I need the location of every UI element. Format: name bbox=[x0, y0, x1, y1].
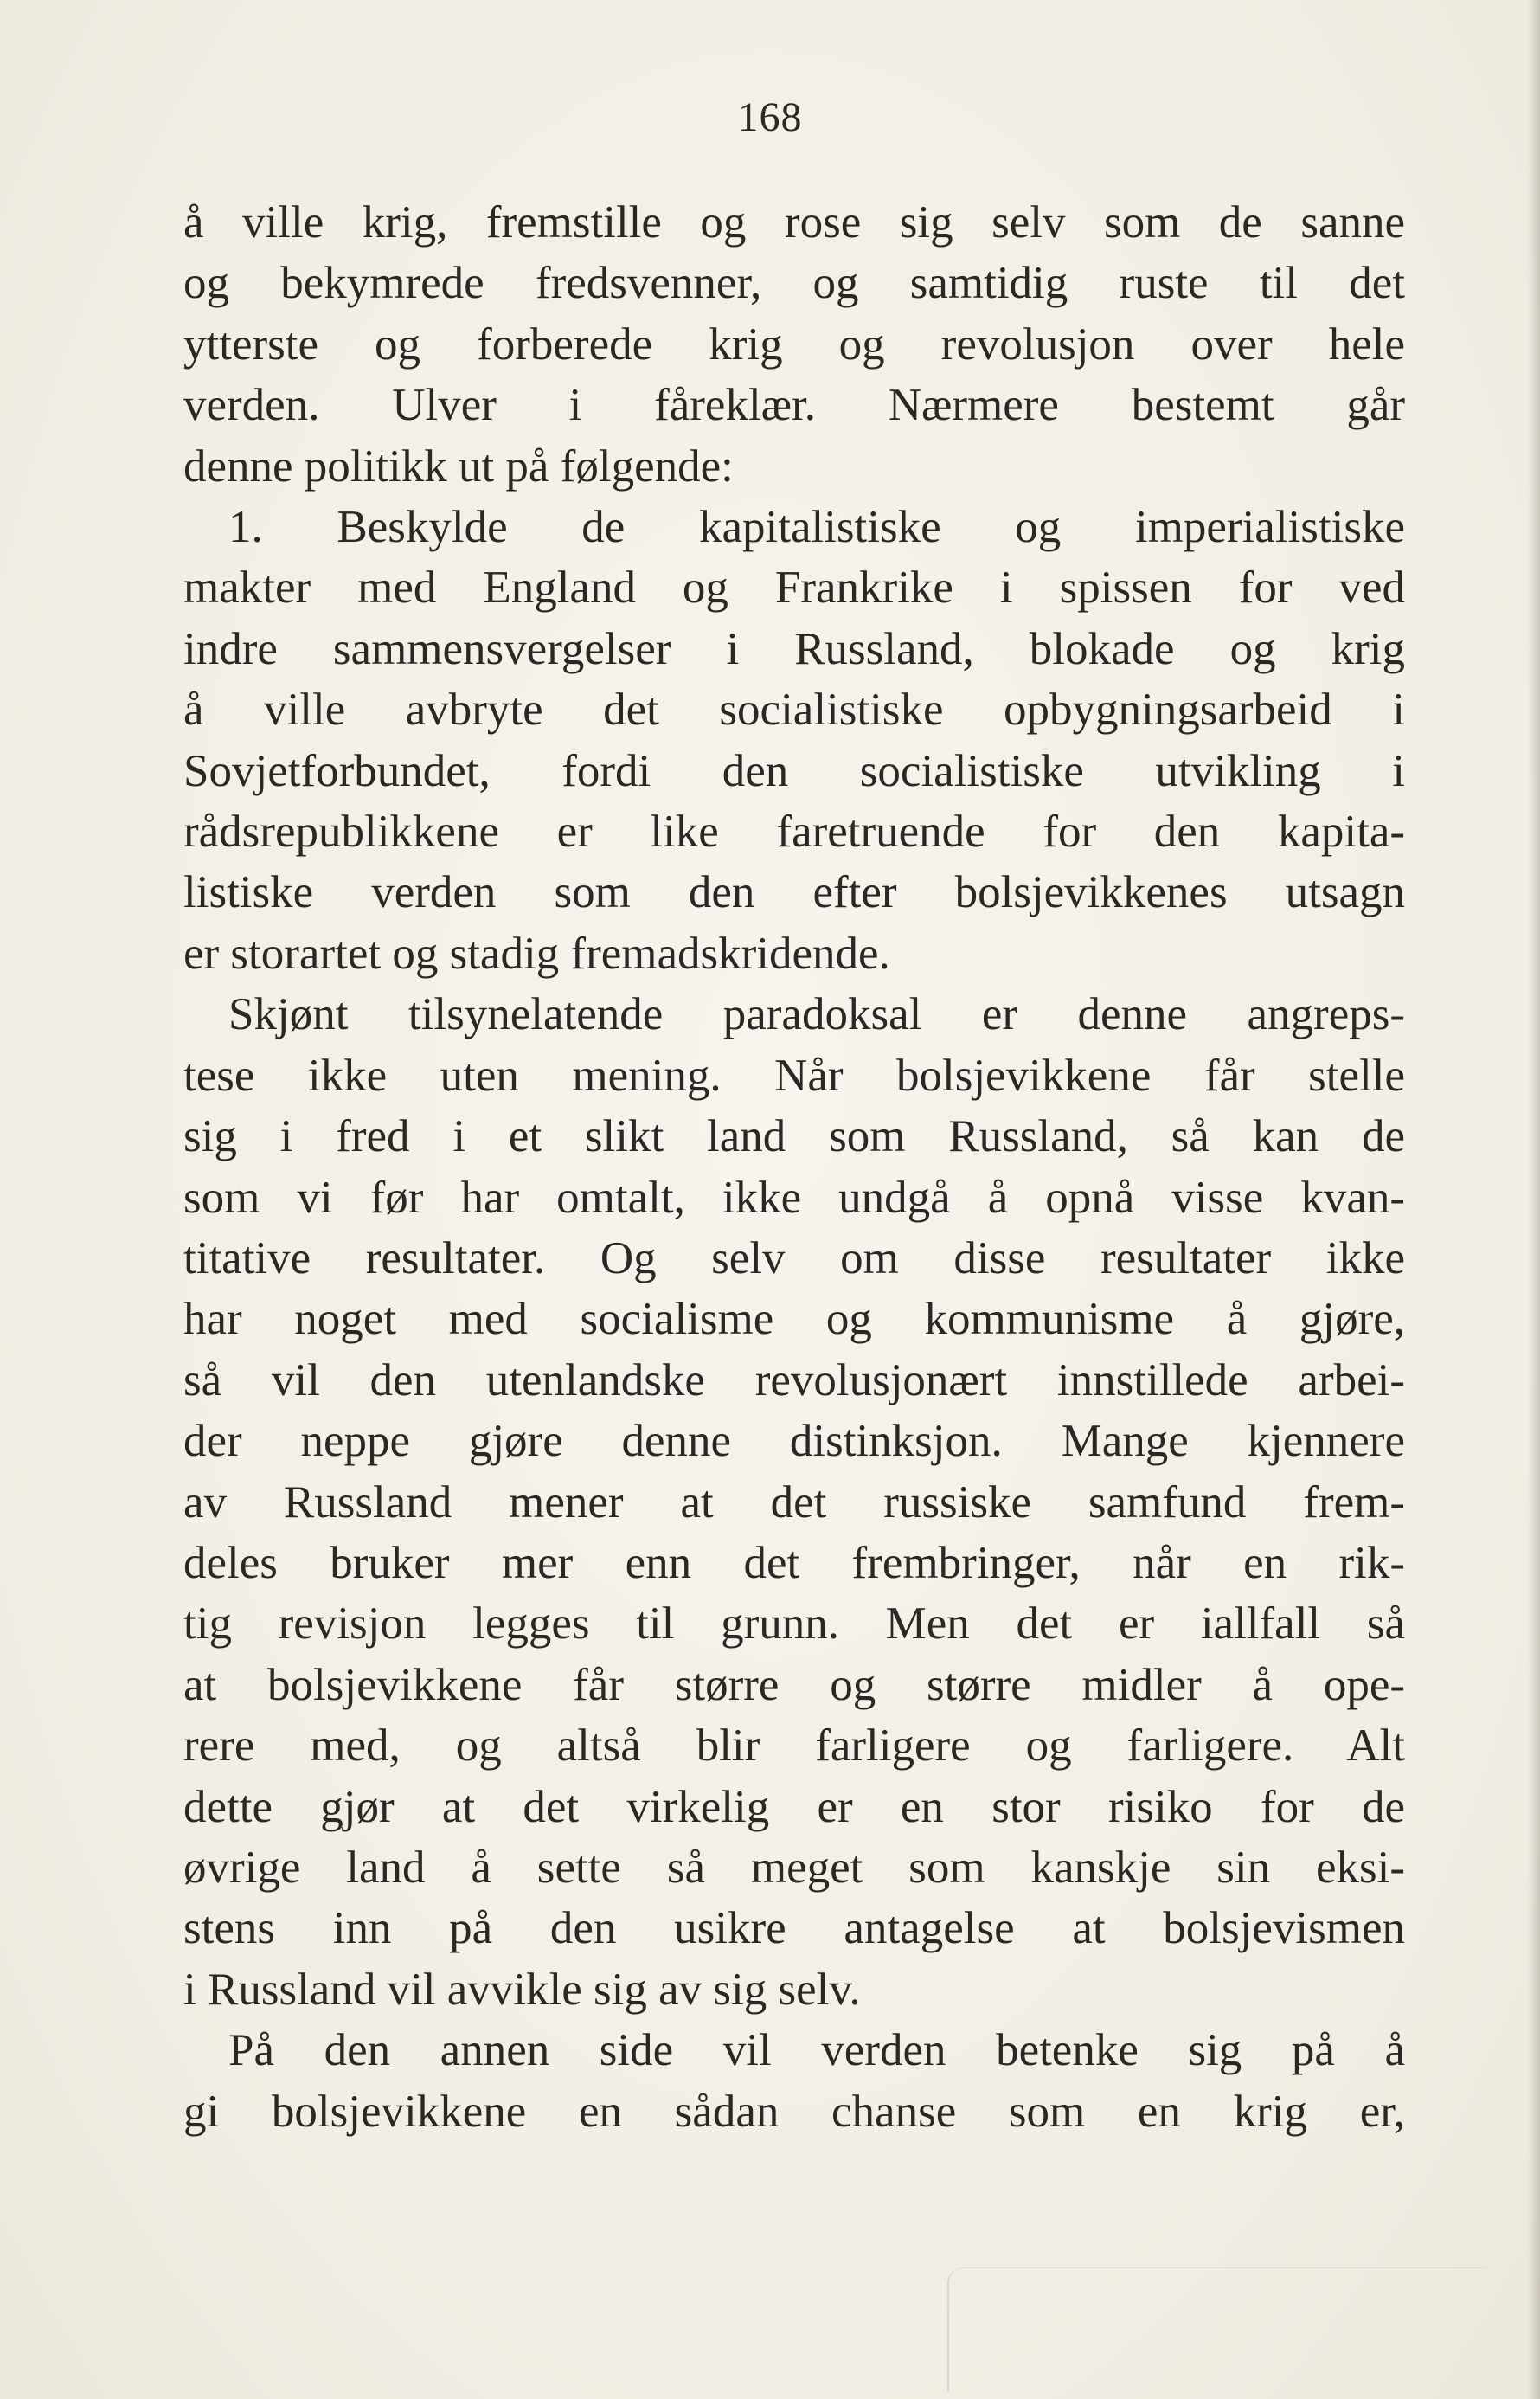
text-line: verden. Ulver i fåreklær. Nærmere bestemt går bbox=[183, 380, 1405, 431]
text-line: er storartet og stadig fremadskridende. bbox=[183, 928, 890, 979]
text-line: så vil den utenlandske revolusjonært innstillede arbei- bbox=[183, 1354, 1405, 1405]
text-line: i Russland vil avvikle sig av sig selv. bbox=[183, 1964, 861, 2015]
page-fold-mark bbox=[947, 2267, 1485, 2391]
paragraph bbox=[183, 2020, 1405, 2142]
page-edge-shadow bbox=[1528, 0, 1540, 2399]
text-line: der neppe gjøre denne distinksjon. Mange kjennere bbox=[183, 1416, 1405, 1467]
text-line: Sovjetforbundet, fordi den socialistiske utvikling i bbox=[183, 745, 1405, 796]
text-line: Skjønt tilsynelatende paradoksal er denne angreps- bbox=[228, 989, 1405, 1040]
text-line: rere med, og altså blir farligere og farligere. Alt bbox=[183, 1720, 1405, 1772]
text-line: og bekymrede fredsvenner, og samtidig ruste til det bbox=[183, 258, 1405, 309]
text-line: deles bruker mer enn det frembringer, når en rik- bbox=[183, 1537, 1405, 1588]
text-line: ytterste og forberede krig og revolusjon over hele bbox=[183, 318, 1405, 370]
text-line: indre sammensvergelser i Russland, blokade og krig bbox=[183, 623, 1405, 674]
text-line: har noget med socialisme og kommunisme å gjøre, bbox=[183, 1294, 1405, 1345]
page-number: 168 bbox=[737, 94, 803, 140]
text-line: stens inn på den usikre antagelse at bolsjevismen bbox=[183, 1903, 1405, 1954]
text-line: makter med England og Frankrike i spissen for ved bbox=[183, 563, 1405, 614]
paragraph bbox=[183, 192, 1405, 497]
text-line: rådsrepublikkene er like faretruende for den kapita- bbox=[183, 807, 1405, 858]
text-line: listiske verden som den efter bolsjevikkenes utsagn bbox=[183, 867, 1405, 918]
text-line: dette gjør at det virkelig er en stor risiko for de bbox=[183, 1781, 1405, 1832]
text-line: øvrige land å sette så meget som kanskje sin eksi- bbox=[183, 1842, 1405, 1893]
text-line: som vi før har omtalt, ikke undgå å opnå visse kvan- bbox=[183, 1172, 1405, 1223]
text-line: 1. Beskylde de kapitalistiske og imperialistiske bbox=[228, 502, 1405, 553]
paragraph bbox=[183, 984, 1405, 2020]
text-line: tese ikke uten mening. Når bolsjevikkene får stelle bbox=[183, 1050, 1405, 1101]
text-line: av Russland mener at det russiske samfund frem- bbox=[183, 1476, 1405, 1528]
text-line: at bolsjevikkene får større og større midler å ope- bbox=[183, 1659, 1405, 1710]
text-line: gi bolsjevikkene en sådan chanse som en krig er, bbox=[183, 2086, 1405, 2137]
text-line: tig revisjon legges til grunn. Men det er iallfall så bbox=[183, 1598, 1405, 1650]
body-text bbox=[183, 192, 1405, 2142]
text-line: sig i fred i et slikt land som Russland, så kan de bbox=[183, 1111, 1405, 1162]
text-line: å ville krig, fremstille og rose sig selv som de sanne bbox=[183, 197, 1405, 248]
text-line: denne politikk ut på følgende: bbox=[183, 441, 734, 492]
text-line: å ville avbryte det socialistiske opbygningsarbeid i bbox=[183, 685, 1405, 736]
paragraph bbox=[183, 497, 1405, 984]
text-line: titative resultater. Og selv om disse resultater ikke bbox=[183, 1232, 1405, 1283]
text-line: På den annen side vil verden betenke sig på å bbox=[228, 2025, 1405, 2076]
